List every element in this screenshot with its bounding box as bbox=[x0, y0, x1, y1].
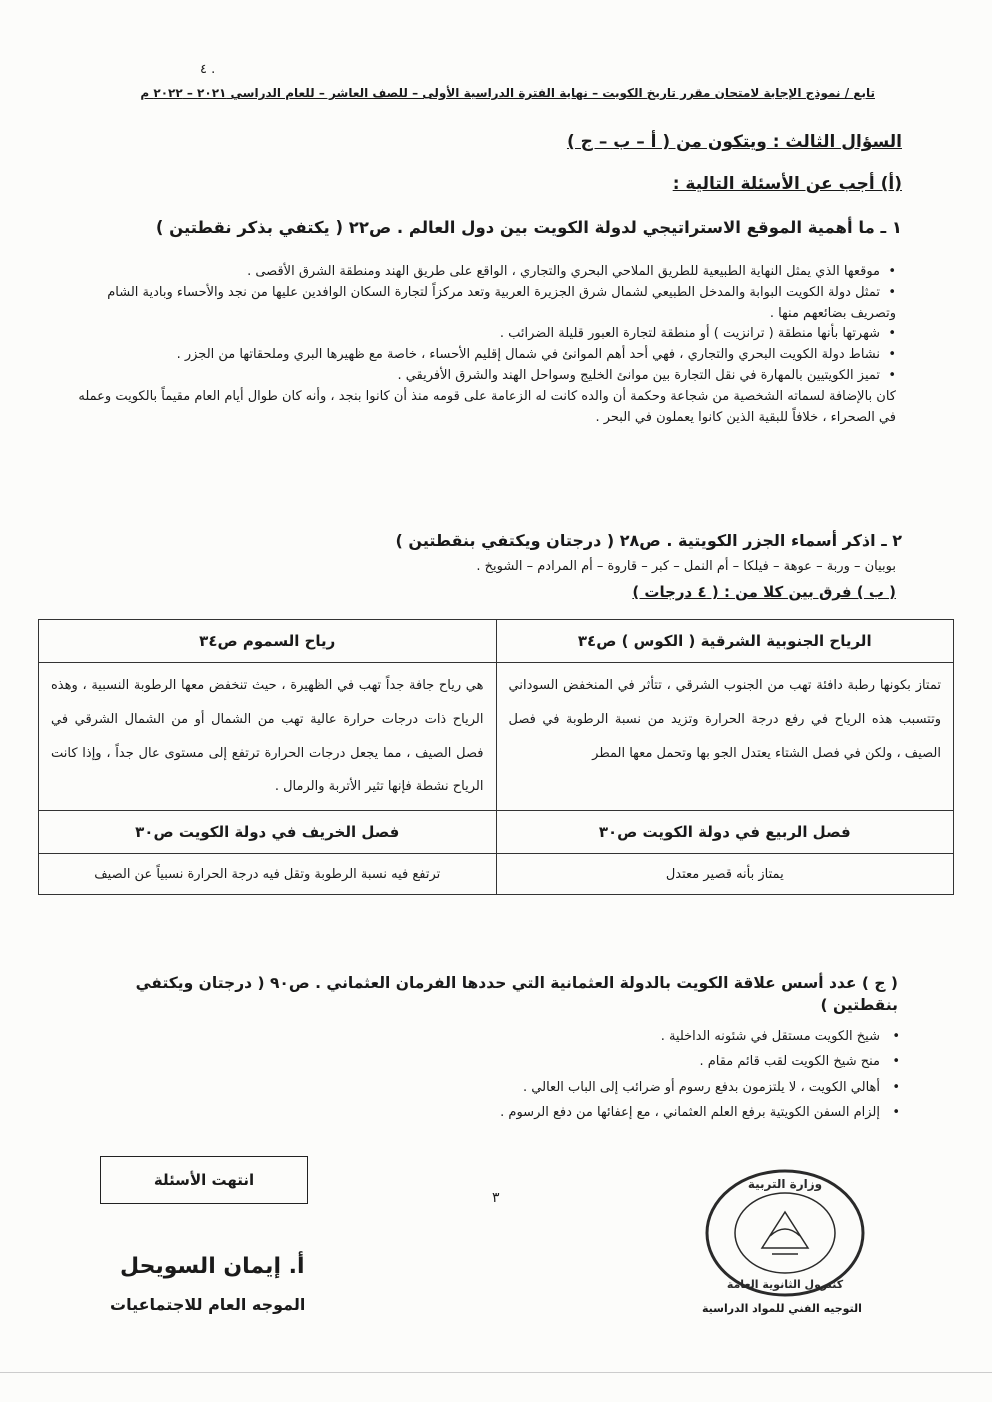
list-item: •أهالي الكويت ، لا يلتزمون بدفع رسوم أو ضرائب إلى الباب العالي . bbox=[500, 1075, 900, 1100]
page-mark: ٤ . bbox=[200, 62, 216, 77]
question-1: ١ ـ ما أهمية الموقع الاستراتيجي لدولة الكويت بين دول العالم . ص٢٢ ( يكتفي بذكر نقطتين ) bbox=[155, 218, 902, 237]
list-item: •شهرتها بأنها منطقة ( ترانزيت ) أو منطقة لتجارة العبور قليلة الضرائب . bbox=[76, 324, 896, 345]
bullet-icon: • bbox=[888, 347, 896, 363]
table-row bbox=[39, 854, 954, 895]
bullet-icon: • bbox=[888, 367, 896, 383]
q2-answer: بوبيان – وربة – عوهة – فيلكا – أم النمل – كبر – قاروة – أم المرادم – الشويخ . bbox=[476, 559, 896, 574]
stamp-bottom-text: كنترول الثانوية العامة bbox=[726, 1278, 844, 1291]
list-item: •تمثل دولة الكويت البوابة والمدخل الطبيعي لشمال شرق الجزيرة العربية وتعد مركزاً لتجارة السكان الوافدين عليها من نجد والأحساء وبادية الشام وتصريف بضائعهم منها . bbox=[107, 284, 896, 321]
bullet-icon: • bbox=[892, 1105, 900, 1121]
question-2: ٢ ـ اذكر أسماء الجزر الكويتية . ص٢٨ ( درجتان ويكتفي بنقطتين ) bbox=[395, 531, 902, 550]
table-header-cell: فصل الربيع في دولة الكويت ص٣٠ bbox=[496, 811, 954, 854]
list-item: كان بالإضافة لسماته الشخصية من شجاعة وحكمة أن والده كانت له الزعامة على قومه منذ أن كانوا بنجد ، وأنه كان طوال أيام العام مقيماً بالكويت وعمله في الصحراء ، خلافاً للبقية الذين كانوا يعملون في البحر . bbox=[78, 388, 896, 425]
part-a-title: (أ) أجب عن الأسئلة التالية : bbox=[672, 174, 902, 194]
table-cell: يمتاز بأنه قصير معتدل bbox=[496, 854, 954, 895]
bullet-icon: • bbox=[892, 1054, 900, 1070]
bullet-icon: • bbox=[888, 264, 896, 279]
table-cell: هي رياح جافة جداً تهب في الظهيرة ، حيث تنخفض معها الرطوبة النسبية ، وهذه الرياح ذات درجات حرارة عالية تهب من الشمال أو من الشمال الشرقي في فصل الصيف ، مما يجعل درجات الحرارة ترتفع إلى مستوى عال جداً ، وإذا كانت الرياح نشطة فإنها تثير الأتربة والرمال . bbox=[39, 663, 497, 811]
list-item: •شيخ الكويت مستقل في شئونه الداخلية . bbox=[500, 1024, 900, 1049]
table-row bbox=[39, 811, 954, 854]
table-header-cell: رياح السموم ص٣٤ bbox=[39, 620, 497, 663]
list-item: •إلزام السفن الكويتية برفع العلم العثماني ، مع إعفائها من دفع الرسوم . bbox=[500, 1100, 900, 1125]
stamp-caption: التوجيه الفني للمواد الدراسية bbox=[702, 1302, 862, 1315]
list-item: •نشاط دولة الكويت البحري والتجاري ، فهي أحد أهم الموانئ في شمال إقليم الأحساء ، خاصة مع ظهيرها البري وملحقاتها من الجزر . bbox=[76, 345, 896, 366]
signature-role: الموجه العام للاجتماعيات bbox=[110, 1295, 306, 1314]
end-of-questions-box: انتهت الأسئلة bbox=[100, 1156, 308, 1204]
table-cell: ترتفع فيه نسبة الرطوبة وتقل فيه درجة الحرارة نسبياً عن الصيف bbox=[39, 854, 497, 895]
signature-name: أ. إيمان السويحل bbox=[120, 1254, 305, 1279]
part-b-title: ( ب ) فرق بين كلا من : ( ٤ درجات ) bbox=[632, 583, 896, 601]
table-row bbox=[39, 620, 954, 663]
q1-answer-list bbox=[76, 262, 896, 428]
bullet-icon: • bbox=[888, 284, 896, 300]
bottom-edge-rule bbox=[0, 1372, 992, 1373]
comparison-table bbox=[38, 619, 954, 895]
page-number: ٣ bbox=[492, 1190, 500, 1206]
question-title: السؤال الثالث : ويتكون من ( أ – ب – ج ) bbox=[566, 132, 902, 152]
document-header: تابع / نموذج الإجابة لامتحان مقرر تاريخ الكويت – نهاية الفترة الدراسية الأولى – للصف العاشر – للعام الدراسي ٢٠٢١ – ٢٠٢٢ م bbox=[140, 86, 875, 100]
part-c-title: ( ج ) عدد أسس علاقة الكويت بالدولة العثمانية التي حددها الفرمان العثماني . ص٩٠ ( درجتان ويكتفي بنقطتين ) bbox=[135, 974, 898, 1014]
bullet-icon: • bbox=[892, 1079, 900, 1095]
stamp-top-text: وزارة التربية bbox=[747, 1177, 823, 1191]
table-row bbox=[39, 663, 954, 811]
bullet-icon: • bbox=[892, 1029, 900, 1044]
table-header-cell: فصل الخريف في دولة الكويت ص٣٠ bbox=[39, 811, 497, 854]
list-item: •منح شيخ الكويت لقب قائم مقام . bbox=[500, 1049, 900, 1074]
list-item: •تميز الكويتيين بالمهارة في نقل التجارة بين موانئ الخليج وسواحل الهند والشرق الأفريقي . bbox=[76, 366, 896, 387]
table-header-cell: الرياح الجنوبية الشرقية ( الكوس ) ص٣٤ bbox=[496, 620, 954, 663]
ministry-stamp-icon bbox=[700, 1166, 870, 1301]
part-c-answer-list bbox=[500, 1024, 900, 1125]
table-cell: تمتاز بكونها رطبة دافئة تهب من الجنوب الشرقي ، تتأثر في المنخفض السوداني وتتسبب هذه الرياح في رفع درجة الحرارة وتزيد من نسبة الرطوبة في فصل الصيف ، ولكن في فصل الشتاء يعتدل الجو بها وتحمل معها المطر bbox=[496, 663, 954, 811]
bullet-icon: • bbox=[888, 326, 896, 342]
list-item: •موقعها الذي يمثل النهاية الطبيعية للطريق الملاحي البحري والتجاري ، الواقع على طريق الهند ومنطقة الشرق الأقصى . bbox=[76, 262, 896, 283]
